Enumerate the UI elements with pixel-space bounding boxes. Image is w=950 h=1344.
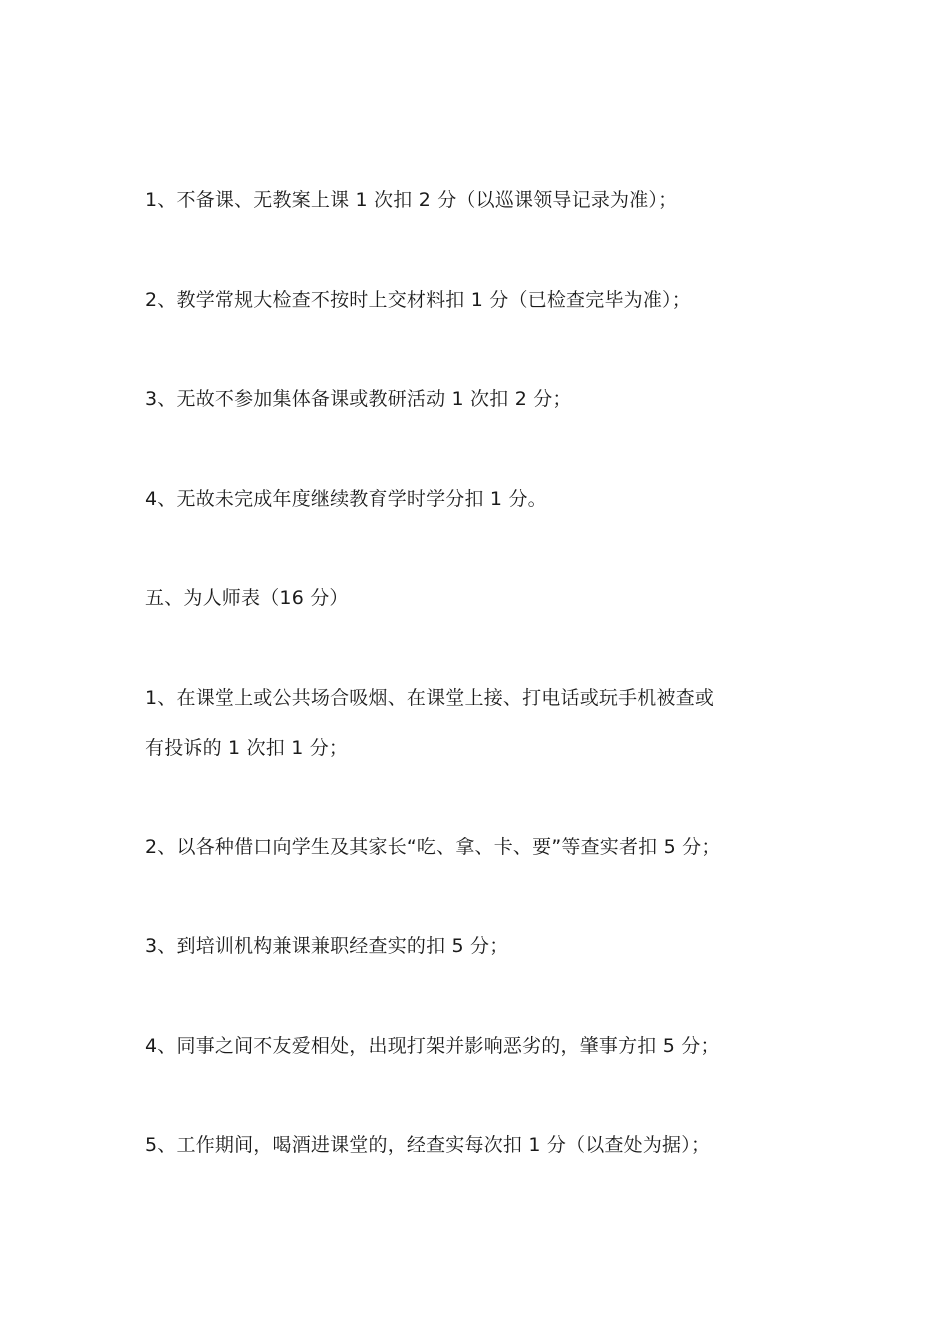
section-item-1-line-2: 有投诉的 1 次扣 1 分； (145, 737, 349, 759)
rule-item-1: 1、不备课、无教案上课 1 次扣 2 分（以巡课领导记录为准）； (145, 189, 678, 211)
rule-item-3: 3、无故不参加集体备课或教研活动 1 次扣 2 分； (145, 388, 572, 410)
section-item-4: 4、同事之间不友爱相处，出现打架并影响恶劣的，肇事方扣 5 分； (145, 1035, 720, 1057)
section-item-1-line-1: 1、在课堂上或公共场合吸烟、在课堂上接、打电话或玩手机被查或 (145, 687, 715, 709)
section-item-5: 5、工作期间，喝酒进课堂的，经查实每次扣 1 分（以查处为据）； (145, 1134, 711, 1156)
rule-item-2: 2、教学常规大检查不按时上交材料扣 1 分（已检查完毕为准）； (145, 289, 691, 311)
section-item-2: 2、以各种借口向学生及其家长“吃、拿、卡、要”等查实者扣 5 分； (145, 836, 721, 858)
rule-item-4: 4、无故未完成年度继续教育学时学分扣 1 分。 (145, 488, 547, 510)
section-item-3: 3、到培训机构兼课兼职经查实的扣 5 分； (145, 935, 509, 957)
section-heading: 五、为人师表（16 分） (145, 587, 349, 609)
